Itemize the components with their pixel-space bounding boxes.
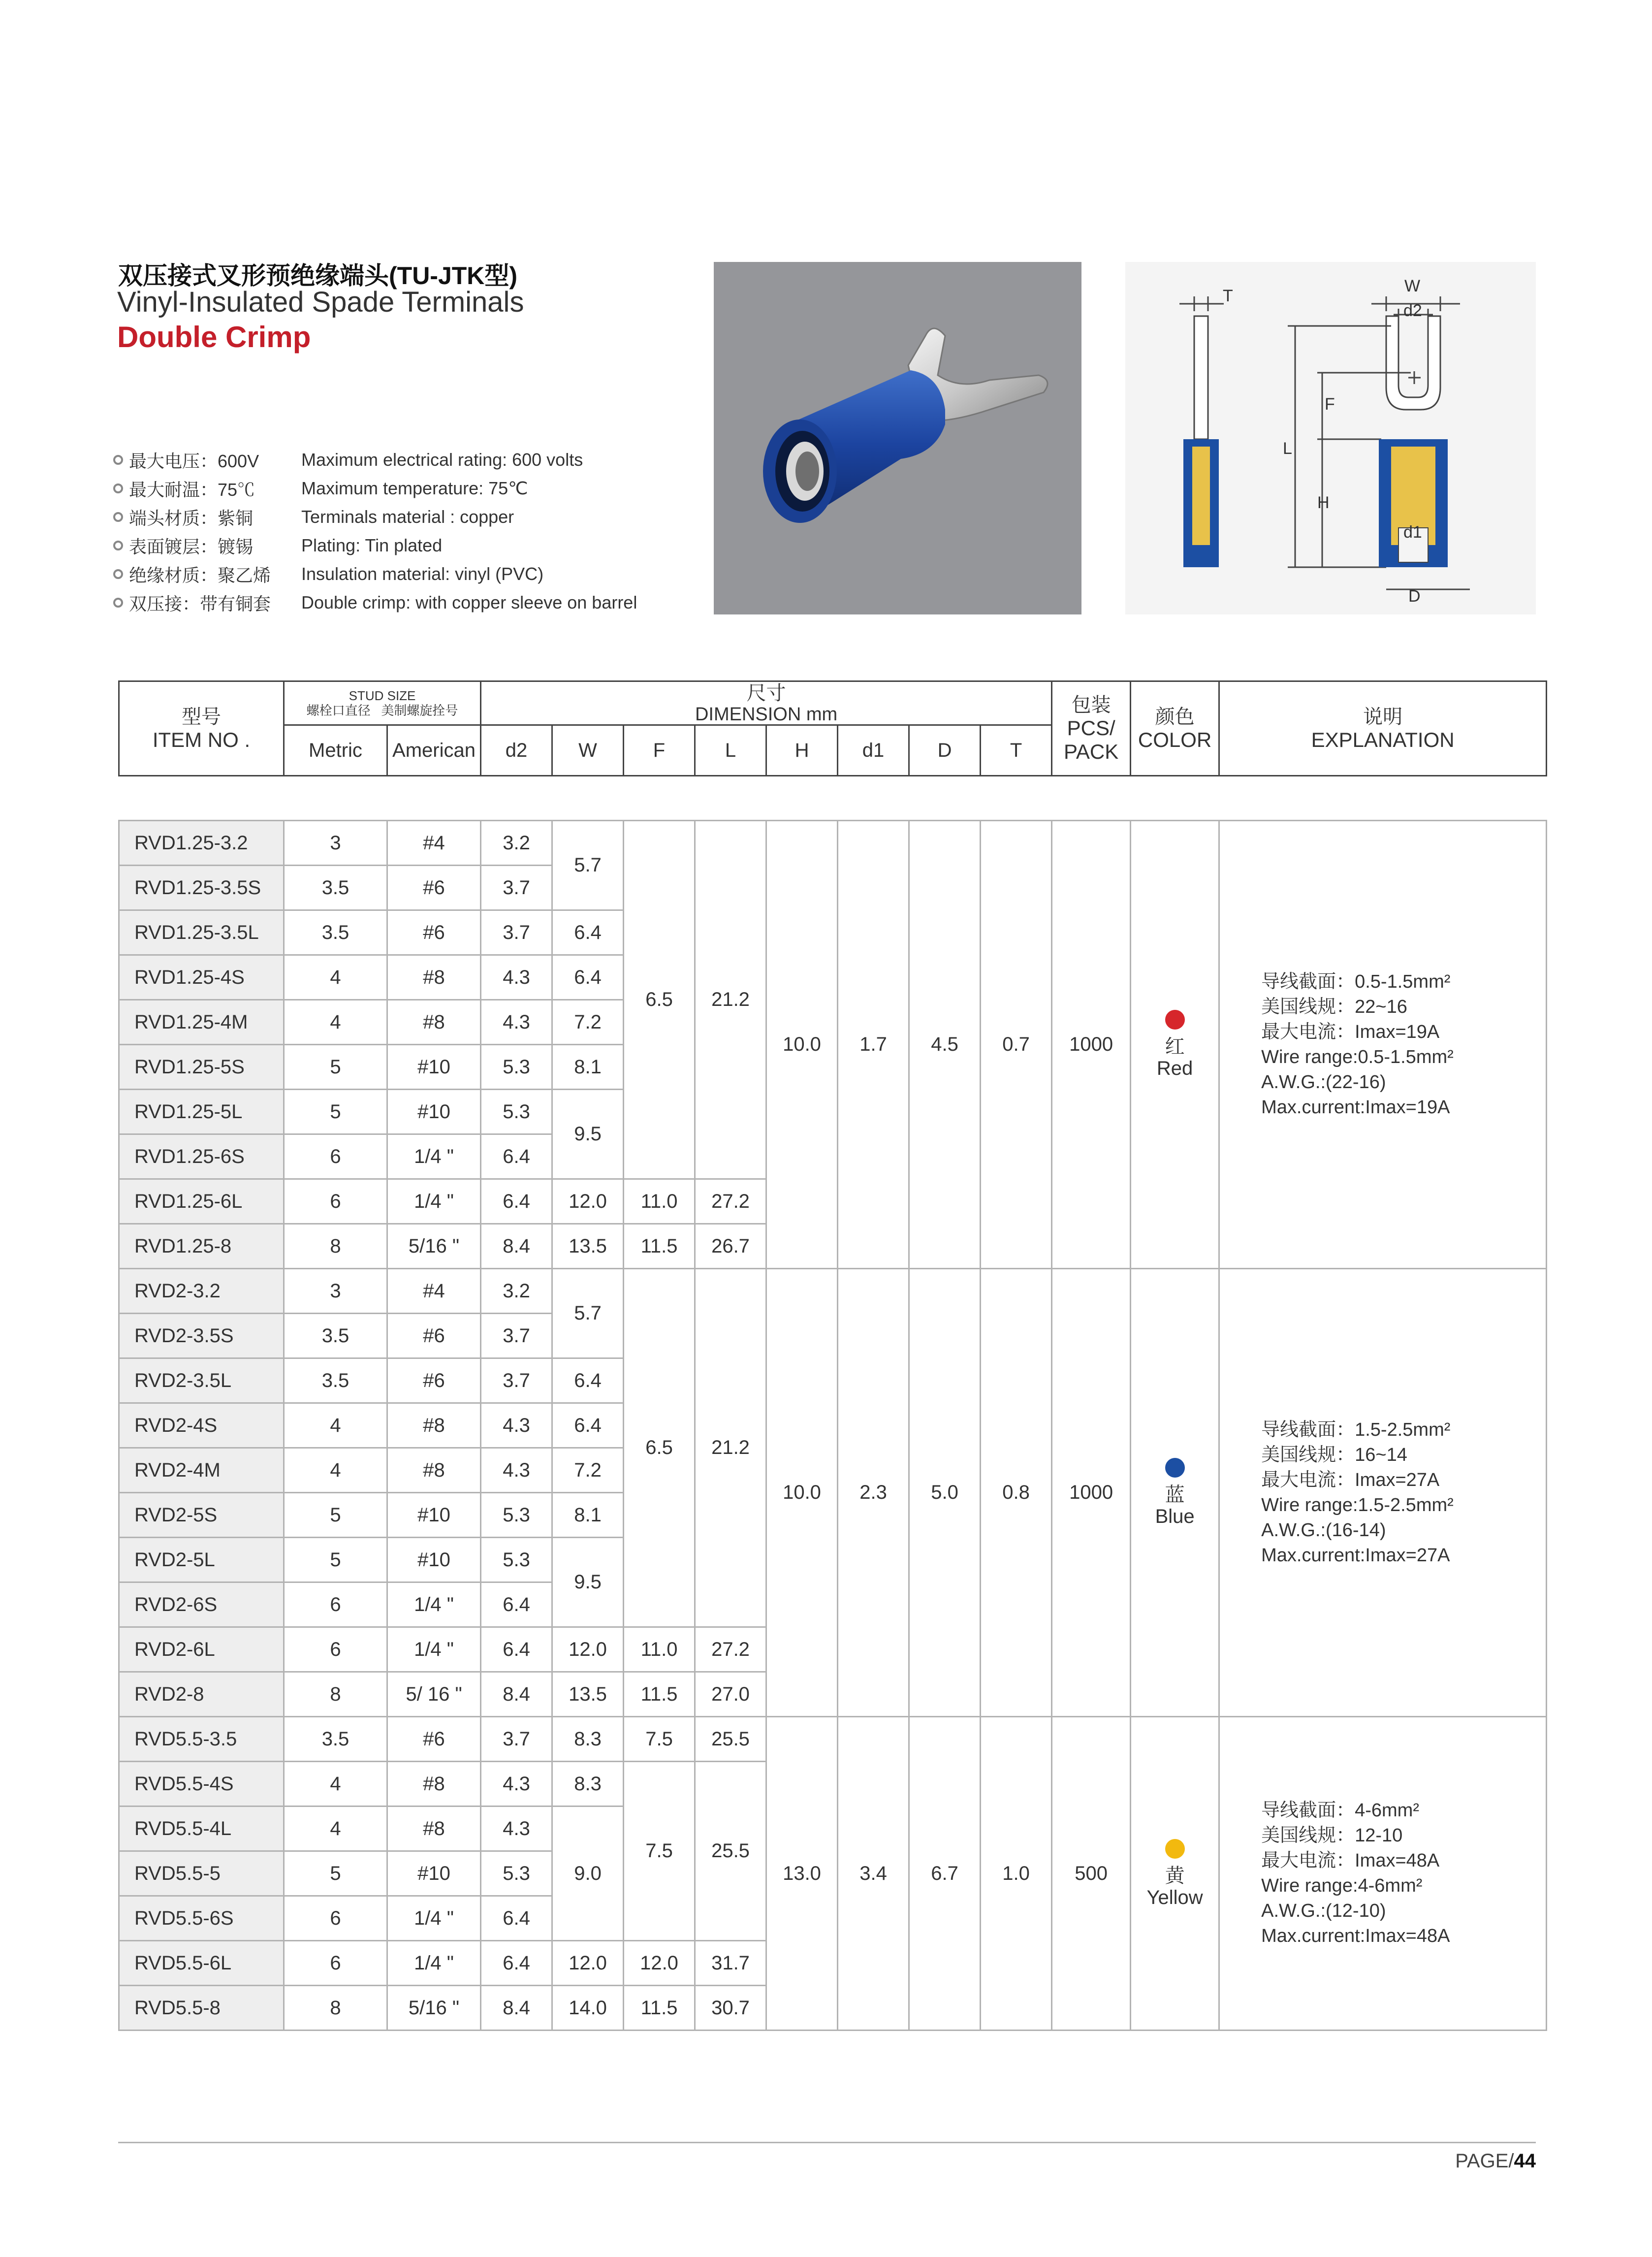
w-cell: 6.4 [552, 955, 624, 1000]
d-cell: 5.0 [909, 1269, 981, 1717]
metric-cell: 4 [284, 1806, 387, 1851]
bullet-icon [113, 484, 123, 493]
expl-line: Wire range:0.5-1.5mm² [1261, 1046, 1454, 1067]
metric-cell: 4 [284, 955, 387, 1000]
american-cell: 1/4 " [387, 1627, 481, 1672]
metric-cell: 4 [284, 1762, 387, 1806]
expl-line: 最大电流：Imax=27A [1261, 1469, 1440, 1490]
item-no: RVD5.5-4S [119, 1762, 284, 1806]
f-cell: 11.5 [624, 1224, 695, 1269]
item-no: RVD1.25-4S [119, 955, 284, 1000]
header-pack: 包装 PCS/ PACK [1052, 681, 1131, 776]
d2-cell: 4.3 [481, 1762, 552, 1806]
pack-cell: 1000 [1052, 821, 1131, 1269]
header-stud-size: STUD SIZE 螺栓口直径 美制螺旋拴号 [284, 681, 481, 725]
d2-cell: 3.2 [481, 821, 552, 866]
american-cell: #8 [387, 955, 481, 1000]
w-cell: 5.7 [552, 1269, 624, 1358]
d2-cell: 4.3 [481, 1000, 552, 1045]
item-no: RVD5.5-5 [119, 1851, 284, 1896]
item-no: RVD2-5L [119, 1538, 284, 1582]
l-cell: 27.2 [695, 1179, 766, 1224]
label-W: W [1404, 277, 1421, 295]
expl-line: 导线截面：1.5-2.5mm² [1261, 1419, 1451, 1440]
l-cell: 21.2 [695, 821, 766, 1179]
spec-en: Terminals material : copper [301, 507, 514, 527]
w-cell: 12.0 [552, 1941, 624, 1986]
l-cell: 27.2 [695, 1627, 766, 1672]
color-en: Blue [1155, 1506, 1195, 1527]
header-dimension: 尺寸 DIMENSION mm [481, 681, 1052, 725]
d1-cell: 1.7 [838, 821, 909, 1269]
american-cell: #4 [387, 821, 481, 866]
american-cell: #10 [387, 1493, 481, 1538]
w-cell: 6.4 [552, 910, 624, 955]
header-american: American [387, 725, 481, 776]
expl-line: Max.current:Imax=48A [1261, 1926, 1450, 1946]
w-cell: 7.2 [552, 1448, 624, 1493]
d2-cell: 6.4 [481, 1627, 552, 1672]
expl-line: A.W.G.:(12-10) [1261, 1901, 1386, 1921]
d2-cell: 5.3 [481, 1538, 552, 1582]
item-no: RVD5.5-6L [119, 1941, 284, 1986]
spec-row [113, 446, 637, 474]
header-item: 型号 ITEM NO . [119, 681, 284, 776]
item-no: RVD2-3.2 [119, 1269, 284, 1314]
item-no: RVD1.25-8 [119, 1224, 284, 1269]
table-row [119, 1269, 1547, 1314]
american-cell: #8 [387, 1762, 481, 1806]
spec-row [113, 474, 637, 503]
d-cell: 4.5 [909, 821, 981, 1269]
expl-line: Wire range:1.5-2.5mm² [1261, 1494, 1454, 1515]
item-no: RVD1.25-4M [119, 1000, 284, 1045]
expl-line: 导线截面：0.5-1.5mm² [1261, 971, 1451, 992]
specs-list [113, 446, 637, 617]
l-cell: 27.0 [695, 1672, 766, 1717]
spec-en: Maximum electrical rating: 600 volts [301, 450, 583, 470]
expl-line: 美国线规：22~16 [1261, 996, 1407, 1017]
item-no: RVD2-6S [119, 1582, 284, 1627]
d2-cell: 8.4 [481, 1224, 552, 1269]
expl-line: 最大电流：Imax=19A [1261, 1021, 1440, 1042]
d2-cell: 6.4 [481, 1179, 552, 1224]
header-explanation: 说明 EXPLANATION [1219, 681, 1547, 776]
american-cell: #6 [387, 1314, 481, 1358]
l-cell: 26.7 [695, 1224, 766, 1269]
w-cell: 9.5 [552, 1538, 624, 1627]
american-cell: #6 [387, 1358, 481, 1403]
spec-cn: 双压接：带有铜套 [129, 593, 271, 614]
d2-cell: 4.3 [481, 1448, 552, 1493]
label-H: H [1317, 493, 1330, 512]
w-cell: 12.0 [552, 1179, 624, 1224]
h-cell: 10.0 [766, 1269, 838, 1717]
w-cell: 14.0 [552, 1986, 624, 2031]
d2-cell: 5.3 [481, 1045, 552, 1090]
item-no: RVD2-3.5L [119, 1358, 284, 1403]
spec-row [113, 503, 637, 531]
d2-cell: 4.3 [481, 955, 552, 1000]
american-cell: #4 [387, 1269, 481, 1314]
w-cell: 6.4 [552, 1358, 624, 1403]
table-row [119, 1717, 1547, 1762]
spade-terminal-photo-icon [714, 262, 1081, 614]
spec-cn: 端头材质：紫铜 [129, 508, 254, 528]
expl-line: 美国线规：12-10 [1261, 1825, 1403, 1846]
table-spacer [119, 776, 1547, 821]
expl-line: Wire range:4-6mm² [1261, 1875, 1423, 1896]
metric-cell: 4 [284, 1000, 387, 1045]
metric-cell: 5 [284, 1538, 387, 1582]
explanation-cell [1219, 821, 1547, 1269]
metric-cell: 6 [284, 1134, 387, 1179]
expl-line: 导线截面：4-6mm² [1261, 1800, 1419, 1821]
d1-cell: 3.4 [838, 1717, 909, 2031]
metric-cell: 3.5 [284, 1314, 387, 1358]
american-cell: 5/ 16 " [387, 1672, 481, 1717]
f-cell: 6.5 [624, 1269, 695, 1627]
w-cell: 8.1 [552, 1493, 624, 1538]
table-row [119, 821, 1547, 866]
metric-cell: 4 [284, 1448, 387, 1493]
d1-cell: 2.3 [838, 1269, 909, 1717]
product-photo [714, 262, 1081, 614]
item-no: RVD5.5-8 [119, 1986, 284, 2031]
expl-line: A.W.G.:(16-14) [1261, 1519, 1386, 1541]
yellow-dot-icon [1165, 1839, 1185, 1859]
color-cn: 黄 [1165, 1865, 1185, 1887]
metric-cell: 5 [284, 1090, 387, 1134]
bullet-icon [113, 541, 123, 550]
l-cell: 31.7 [695, 1941, 766, 1986]
l-cell: 30.7 [695, 1986, 766, 2031]
american-cell: 1/4 " [387, 1179, 481, 1224]
metric-cell: 8 [284, 1224, 387, 1269]
header-f: F [624, 725, 695, 776]
metric-cell: 5 [284, 1045, 387, 1090]
american-cell: 5/16 " [387, 1986, 481, 2031]
footer-divider [118, 2142, 1536, 2143]
header-d1: d1 [838, 725, 909, 776]
metric-cell: 5 [284, 1493, 387, 1538]
page-number [1455, 2150, 1536, 2172]
h-cell: 10.0 [766, 821, 838, 1269]
metric-cell: 8 [284, 1672, 387, 1717]
spec-cn: 绝缘材质：聚乙烯 [129, 565, 271, 585]
item-no: RVD1.25-3.5S [119, 866, 284, 910]
page-label: PAGE/ [1455, 2150, 1514, 2172]
metric-cell: 6 [284, 1627, 387, 1672]
metric-cell: 3 [284, 821, 387, 866]
label-L: L [1283, 439, 1292, 458]
metric-cell: 5 [284, 1851, 387, 1896]
page-number-value: 44 [1514, 2150, 1536, 2172]
american-cell: #8 [387, 1000, 481, 1045]
metric-cell: 3.5 [284, 866, 387, 910]
item-no: RVD5.5-6S [119, 1896, 284, 1941]
expl-line: 美国线规：16~14 [1261, 1444, 1407, 1465]
spec-en: Maximum temperature: 75℃ [301, 478, 528, 498]
metric-cell: 3.5 [284, 1717, 387, 1762]
d2-cell: 6.4 [481, 1134, 552, 1179]
f-cell: 11.5 [624, 1986, 695, 2031]
label-d1: d1 [1403, 523, 1422, 542]
american-cell: 1/4 " [387, 1582, 481, 1627]
metric-cell: 6 [284, 1179, 387, 1224]
dimension-drawing-icon [1125, 262, 1536, 614]
f-cell: 11.0 [624, 1179, 695, 1224]
d2-cell: 8.4 [481, 1672, 552, 1717]
spec-en: Insulation material: vinyl (PVC) [301, 564, 544, 584]
american-cell: #8 [387, 1448, 481, 1493]
header-color: 颜色 COLOR [1131, 681, 1219, 776]
d2-cell: 3.2 [481, 1269, 552, 1314]
american-cell: #10 [387, 1538, 481, 1582]
item-no: RVD1.25-3.2 [119, 821, 284, 866]
spec-en: Plating: Tin plated [301, 535, 443, 555]
american-cell: 1/4 " [387, 1896, 481, 1941]
metric-cell: 6 [284, 1941, 387, 1986]
d2-cell: 5.3 [481, 1493, 552, 1538]
t-cell: 1.0 [981, 1717, 1052, 2031]
w-cell: 8.1 [552, 1045, 624, 1090]
item-no: RVD2-5S [119, 1493, 284, 1538]
technical-drawing [1125, 262, 1536, 614]
d2-cell: 6.4 [481, 1582, 552, 1627]
header-l: L [695, 725, 766, 776]
header-w: W [552, 725, 624, 776]
color-cn: 蓝 [1165, 1484, 1185, 1506]
american-cell: 1/4 " [387, 1134, 481, 1179]
w-cell: 13.5 [552, 1672, 624, 1717]
american-cell: #6 [387, 1717, 481, 1762]
color-cn: 红 [1165, 1036, 1185, 1058]
bullet-icon [113, 512, 123, 522]
w-cell: 9.0 [552, 1806, 624, 1941]
expl-line: Max.current:Imax=27A [1261, 1545, 1450, 1566]
item-no: RVD2-3.5S [119, 1314, 284, 1358]
t-cell: 0.8 [981, 1269, 1052, 1717]
d2-cell: 5.3 [481, 1851, 552, 1896]
d2-cell: 6.4 [481, 1941, 552, 1986]
blue-dot-icon [1165, 1458, 1185, 1478]
metric-cell: 6 [284, 1582, 387, 1627]
american-cell: #8 [387, 1806, 481, 1851]
d2-cell: 4.3 [481, 1806, 552, 1851]
w-cell: 12.0 [552, 1627, 624, 1672]
american-cell: #10 [387, 1090, 481, 1134]
f-cell: 12.0 [624, 1941, 695, 1986]
color-cell [1131, 1717, 1219, 2031]
d2-cell: 3.7 [481, 1717, 552, 1762]
w-cell: 8.3 [552, 1762, 624, 1806]
metric-cell: 6 [284, 1896, 387, 1941]
explanation-cell [1219, 1269, 1547, 1717]
label-D: D [1408, 587, 1421, 606]
spec-table [118, 680, 1547, 2031]
american-cell: 5/16 " [387, 1224, 481, 1269]
d2-cell: 3.7 [481, 1358, 552, 1403]
d2-cell: 3.7 [481, 866, 552, 910]
item-no: RVD1.25-6L [119, 1179, 284, 1224]
w-cell: 13.5 [552, 1224, 624, 1269]
spec-cn: 最大耐温：75℃ [129, 479, 255, 500]
item-no: RVD2-4M [119, 1448, 284, 1493]
item-no: RVD1.25-3.5L [119, 910, 284, 955]
item-no: RVD2-4S [119, 1403, 284, 1448]
subtitle: Double Crimp [117, 321, 311, 354]
metric-cell: 3 [284, 1269, 387, 1314]
label-d2: d2 [1403, 301, 1422, 320]
d2-cell: 5.3 [481, 1090, 552, 1134]
l-cell: 25.5 [695, 1717, 766, 1762]
t-cell: 0.7 [981, 821, 1052, 1269]
spec-row [113, 588, 637, 617]
title-english: Vinyl-Insulated Spade Terminals [117, 286, 524, 318]
header-d2: d2 [481, 725, 552, 776]
item-no: RVD1.25-5L [119, 1090, 284, 1134]
f-cell: 7.5 [624, 1717, 695, 1762]
item-no: RVD1.25-6S [119, 1134, 284, 1179]
spec-cn: 最大电压：600V [129, 451, 259, 471]
pack-cell: 1000 [1052, 1269, 1131, 1717]
l-cell: 25.5 [695, 1762, 766, 1941]
spec-cn: 表面镀层：镀锡 [129, 536, 254, 557]
color-cell [1131, 1269, 1219, 1717]
w-cell: 7.2 [552, 1000, 624, 1045]
header-metric: Metric [284, 725, 387, 776]
american-cell: #10 [387, 1851, 481, 1896]
label-F: F [1325, 395, 1335, 414]
pack-cell: 500 [1052, 1717, 1131, 2031]
f-cell: 11.0 [624, 1627, 695, 1672]
american-cell: #8 [387, 1403, 481, 1448]
spec-row [113, 560, 637, 588]
metric-cell: 8 [284, 1986, 387, 2031]
spec-en: Double crimp: with copper sleeve on barrel [301, 592, 637, 613]
w-cell: 5.7 [552, 821, 624, 910]
metric-cell: 4 [284, 1403, 387, 1448]
expl-line: 最大电流：Imax=48A [1261, 1850, 1440, 1871]
item-no: RVD2-6L [119, 1627, 284, 1672]
item-no: RVD2-8 [119, 1672, 284, 1717]
title-chinese: 双压接式叉形预绝缘端头(TU-JTK型) [118, 262, 518, 290]
metric-cell: 3.5 [284, 1358, 387, 1403]
red-dot-icon [1165, 1010, 1185, 1030]
l-cell: 21.2 [695, 1269, 766, 1627]
color-en: Yellow [1146, 1886, 1203, 1908]
spec-row [113, 531, 637, 560]
f-cell: 11.5 [624, 1672, 695, 1717]
d2-cell: 4.3 [481, 1403, 552, 1448]
d2-cell: 3.7 [481, 1314, 552, 1358]
w-cell: 8.3 [552, 1717, 624, 1762]
american-cell: #10 [387, 1045, 481, 1090]
header-d: D [909, 725, 981, 776]
color-cell [1131, 821, 1219, 1269]
label-T: T [1223, 287, 1233, 305]
item-no: RVD5.5-3.5 [119, 1717, 284, 1762]
header-t: T [981, 725, 1052, 776]
f-cell: 6.5 [624, 821, 695, 1179]
d-cell: 6.7 [909, 1717, 981, 2031]
american-cell: 1/4 " [387, 1941, 481, 1986]
item-no: RVD1.25-5S [119, 1045, 284, 1090]
expl-line: A.W.G.:(22-16) [1261, 1071, 1386, 1093]
w-cell: 6.4 [552, 1403, 624, 1448]
w-cell: 9.5 [552, 1090, 624, 1179]
explanation-cell [1219, 1717, 1547, 2031]
f-cell: 7.5 [624, 1762, 695, 1941]
header-h: H [766, 725, 838, 776]
d2-cell: 8.4 [481, 1986, 552, 2031]
item-no: RVD5.5-4L [119, 1806, 284, 1851]
d2-cell: 3.7 [481, 910, 552, 955]
bullet-icon [113, 598, 123, 608]
american-cell: #6 [387, 910, 481, 955]
d2-cell: 6.4 [481, 1896, 552, 1941]
metric-cell: 3.5 [284, 910, 387, 955]
color-en: Red [1156, 1058, 1193, 1079]
american-cell: #6 [387, 866, 481, 910]
bullet-icon [113, 455, 123, 465]
bullet-icon [113, 569, 123, 579]
h-cell: 13.0 [766, 1717, 838, 2031]
expl-line: Max.current:Imax=19A [1261, 1096, 1450, 1118]
